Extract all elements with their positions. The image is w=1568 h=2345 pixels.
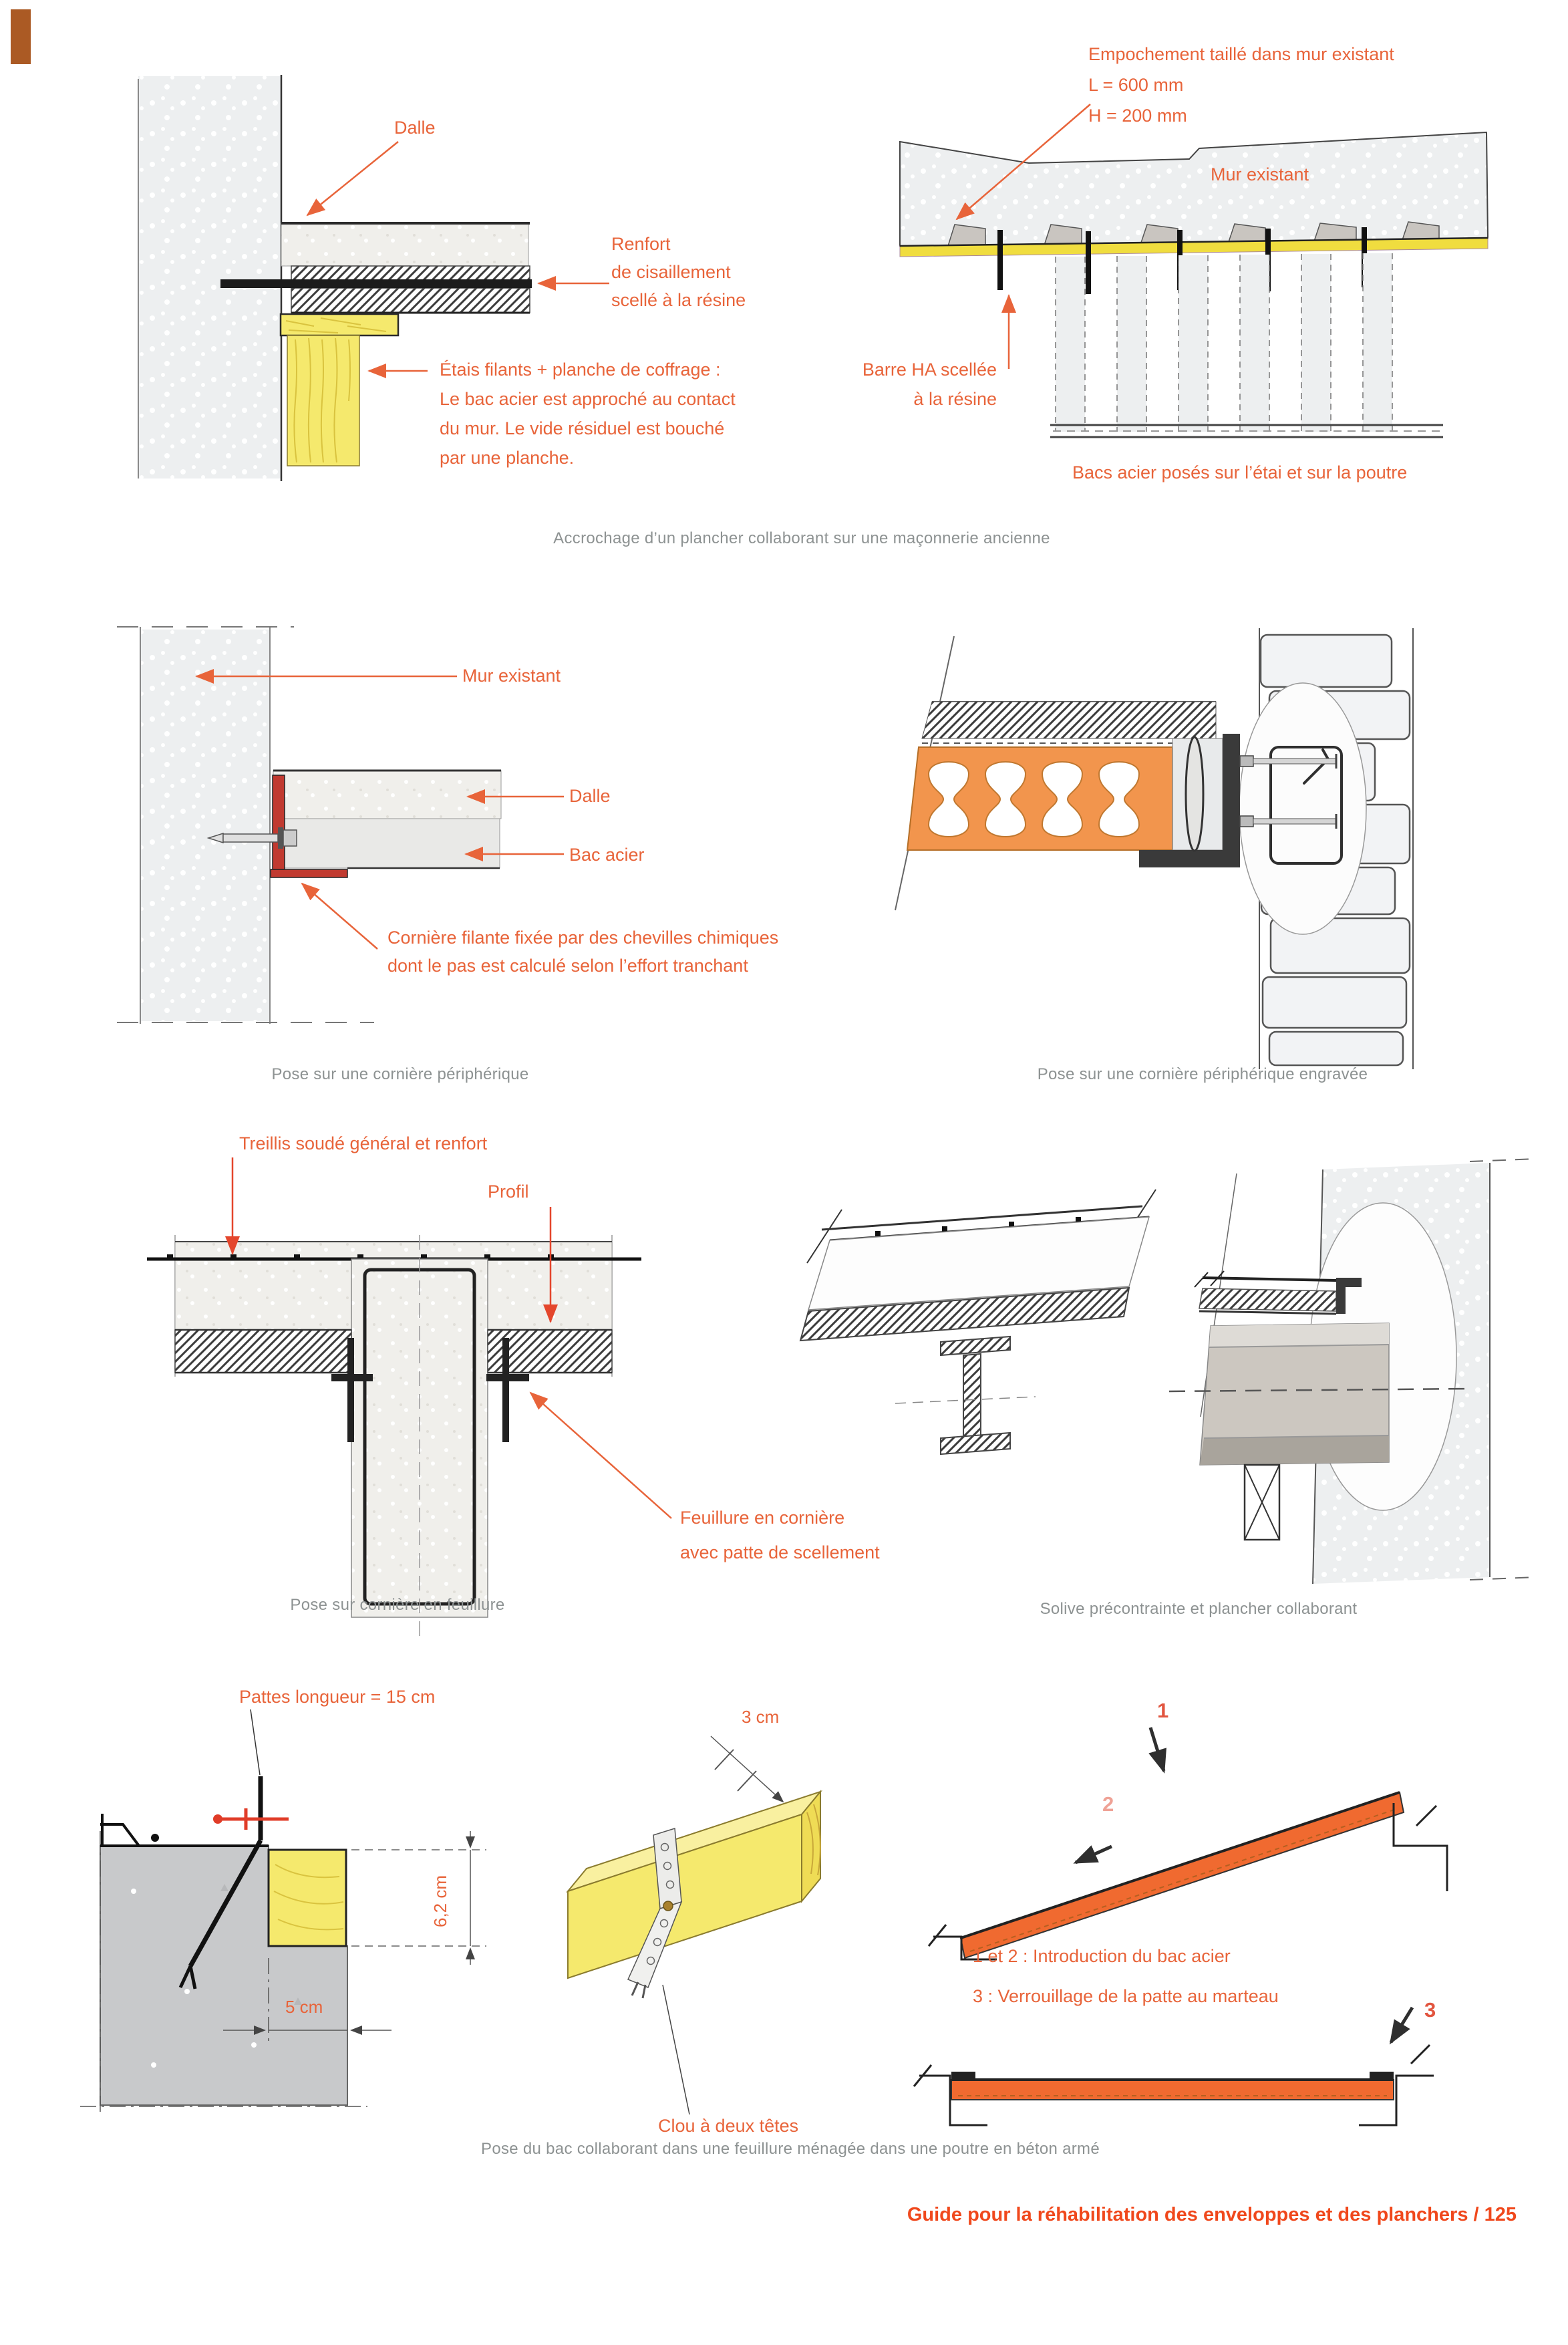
diagram-introduction-bac [909,1671,1568,2139]
leader-clou [663,1985,689,2114]
label-corniere [387,928,778,976]
label-dalle: Dalle [569,786,611,806]
shear-reinforcement-bar [220,279,532,288]
svg-text:Barre HA scellée: Barre HA scellée [862,360,997,380]
svg-text:3 : Verrouillage de la patte a: 3 : Verrouillage de la patte au marteau [973,1986,1279,2006]
label-etais [440,360,736,468]
label-dalle: Dalle [394,118,436,138]
timber-infill [269,1850,346,1946]
dim-62 [351,1831,486,1965]
svg-text:Feuillure en cornière: Feuillure en cornière [680,1508,845,1528]
label-profil: Profil [488,1182,529,1202]
svg-text:avec patte de scellement: avec patte de scellement [680,1542,880,1562]
concrete-beam [351,1235,488,1639]
bac-acier-band [273,819,500,868]
timber-beam-3d [568,1792,820,1978]
label-mur-existant: Mur existant [462,666,561,686]
label-pattes: Pattes longueur = 15 cm [239,1687,436,1707]
resin-seal-hatch [291,266,530,313]
caption-corniere-engravee: Pose sur une cornière périphérique engravée [1037,1065,1368,1083]
i-beam-section [941,1337,1010,1454]
diagram-corniere-engravee [869,601,1550,1043]
seated-deck-panel [951,2072,1394,2100]
tilted-deck-panel [961,1792,1404,1958]
label-step-3: 3 [1424,1998,1436,2022]
caption-corniere-feuillure: Pose sur cornière en feuillure [290,1596,505,1614]
diagram-pattes-clou [53,1671,909,2179]
red-nail [213,1808,289,1830]
page-corner-mark [11,9,31,64]
caption-corniere-peripherique: Pose sur une cornière périphérique [271,1065,529,1083]
caption-accrochage: Accrochage d’un plancher collaborant sur une maçonnerie ancienne [553,529,1050,547]
svg-text:Cornière filante fixée par des: Cornière filante fixée par des chevilles chimiques [387,928,779,948]
svg-text:scellé à la résine: scellé à la résine [611,290,746,310]
caption-solive: Solive précontrainte et plancher collaborant [1040,1600,1358,1618]
label-bacs-acier: Bacs acier posés sur l’étai et sur la poutre [1072,462,1408,482]
slab-dalle-band [273,771,501,819]
right-feuillure-support [1394,1803,1447,1891]
svg-text:de cisaillement: de cisaillement [611,262,731,282]
existing-wall [138,75,281,481]
caption-pose-bac: Pose du bac collaborant dans une feuillure ménagée dans une poutre en béton armé [481,2140,1100,2158]
svg-text:6,2 cm: 6,2 cm [430,1875,450,1928]
deck-ribs-dashed [1056,253,1392,432]
grout-pocket [1239,683,1366,934]
legend [973,1946,1279,2006]
deck-hatch-left [175,1330,351,1373]
arrow-dalle [307,142,398,215]
arrow-step-3 [1391,2008,1412,2042]
svg-text:Empochement taillé dans mur ex: Empochement taillé dans mur existant [1088,44,1394,64]
label-clou: Clou à deux têtes [658,2116,799,2136]
arrow-feuillure [530,1393,671,1518]
svg-text:dont le pas est calculé selon: dont le pas est calculé selon l’effort tranchant [387,956,748,976]
arrow-step-2 [1076,1846,1112,1863]
existing-wall-elevation [900,132,1488,246]
label-step-1: 1 [1157,1699,1169,1722]
svg-text:à la résine: à la résine [913,389,997,409]
arrow-step-1 [1150,1728,1164,1771]
svg-text:Le bac acier est approché au c: Le bac acier est approché au contact [440,389,736,409]
label-treillis: Treillis soudé général et renfort [239,1133,488,1153]
svg-text:H = 200 mm: H = 200 mm [1088,106,1187,126]
label-barre-ha [863,360,997,409]
diagram-solive-precontrainte [795,1136,1568,1591]
label-renfort [611,234,746,310]
diagram-corniere-feuillure [67,1123,880,1617]
prestressed-joist [1200,1323,1389,1465]
svg-text:Renfort: Renfort [611,234,671,254]
leader-pattes [251,1709,260,1775]
beam-in-wall-pocket [1169,1159,1537,1584]
diagram-corniere-peripherique [53,588,802,1056]
label-step-2: 2 [1102,1792,1114,1816]
label-bac-acier: Bac acier [569,845,645,865]
slab-section [922,702,1216,743]
steel-deck-corrugated [907,747,1172,850]
formwork-plank [281,314,398,335]
timber-prop [287,335,359,466]
timber-wedge [1245,1465,1279,1540]
svg-text:du mur. Le vide résiduel est b: du mur. Le vide résiduel est bouché [440,418,725,438]
svg-text:1 et 2 : Introduction du bac a: 1 et 2 : Introduction du bac acier [973,1946,1231,1966]
diagram-empochements-mur [855,40,1568,521]
isometric-deck-and-beam [800,1190,1156,1454]
page-footer: Guide pour la réhabilitation des enveloppes et des planchers / 125 [907,2204,1517,2225]
svg-text:par une planche.: par une planche. [440,448,575,468]
svg-text:Étais filants + planche de cof: Étais filants + planche de coffrage : [440,360,721,380]
double-head-nail [663,1901,673,1911]
label-empochement [1088,44,1394,126]
diagram-plancher-collaborant-mur [53,33,788,501]
slab-dalle [281,223,530,266]
svg-text:5 cm: 5 cm [285,1997,323,2017]
svg-text:3 cm: 3 cm [742,1707,780,1727]
label-mur-existant: Mur existant [1211,164,1309,184]
arrow-corniere [302,883,377,949]
svg-text:L = 600 mm: L = 600 mm [1088,75,1184,95]
dim-3 [711,1707,783,1802]
rebar-loop [1186,737,1203,851]
